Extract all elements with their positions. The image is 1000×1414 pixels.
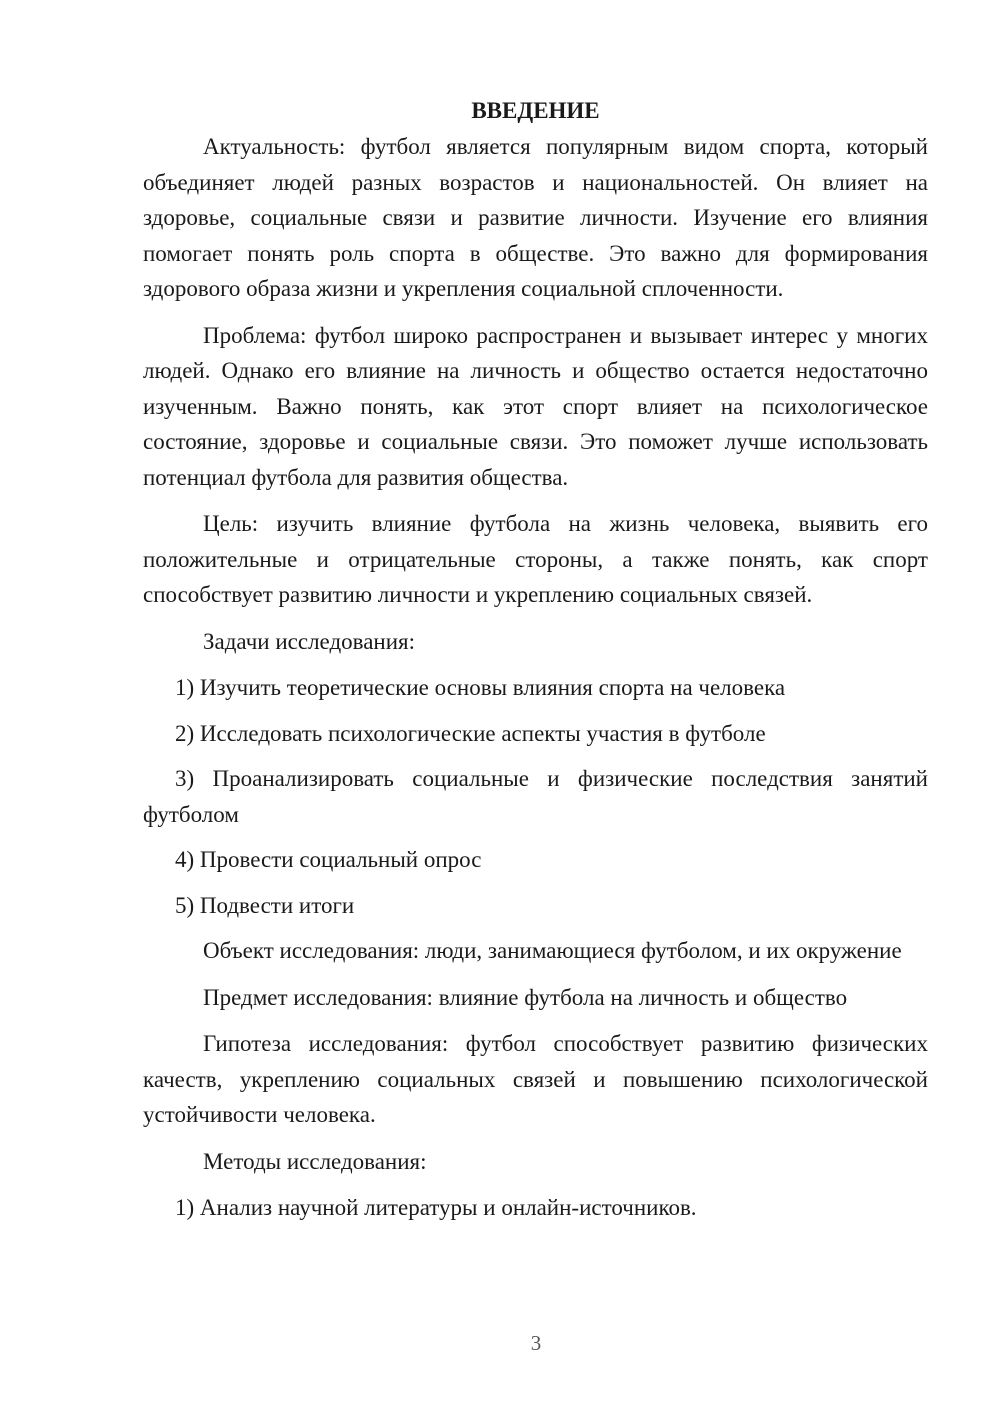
- task-item: 4) Провести социальный опрос: [175, 847, 482, 872]
- task-item: 2) Исследовать психологические аспекты участия в футболе: [175, 720, 766, 746]
- task-item: 5) Подвести итоги: [175, 892, 355, 918]
- relevance-paragraph: Актуальность: футбол является популярным видом спорта, который объединяет людей разных возрастов и национальностей. Он влияет на здоровье, социальные связи и развитие личности. Изучение его влияния помогает понять роль спорта в обществе. Это важно для формирования здорового образа жизни и укрепления социальной сплоченности.: [143, 134, 928, 301]
- page-number: 3: [530, 1331, 542, 1355]
- subject-paragraph: Предмет исследования: влияние футбола на личность и общество: [203, 984, 848, 1010]
- section-title: ВВЕДЕНИЕ: [471, 98, 600, 123]
- tasks-heading: Задачи исследования:: [203, 628, 416, 654]
- task-item: 3) Проанализировать социальные и физические последствия занятий футболом: [143, 766, 928, 827]
- hypothesis-paragraph: Гипотеза исследования: футбол способствует развитию физических качеств, укреплению социальных связей и повышению психологической устойчивости человека.: [143, 1031, 928, 1127]
- method-item: 1) Анализ научной литературы и онлайн-источников.: [175, 1195, 697, 1220]
- task-item: 1) Изучить теоретические основы влияния спорта на человека: [175, 675, 786, 700]
- problem-paragraph: Проблема: футбол широко распространен и вызывает интерес у многих людей. Однако его влияние на личность и общество остается недостаточно изученным. Важно понять, как этот спорт влияет на психологическое состояние, здоровье и социальные связи. Это поможет лучше использовать потенциал футбола для развития общества.: [143, 322, 928, 490]
- object-paragraph: Объект исследования: люди, занимающиеся футболом, и их окружение: [203, 938, 902, 963]
- goal-paragraph: Цель: изучить влияние футбола на жизнь человека, выявить его положительные и отрицательные стороны, а также понять, как спорт способствует развитию личности и укреплению социальных связей.: [143, 511, 928, 607]
- methods-heading: Методы исследования:: [203, 1148, 427, 1174]
- page-content: [143, 93, 928, 1236]
